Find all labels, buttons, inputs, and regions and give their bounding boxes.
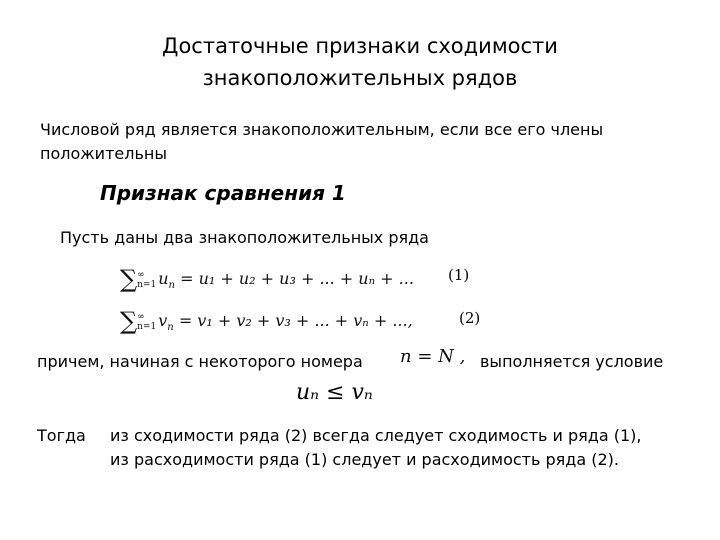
- series-expansion: = v₁ + v₂ + v₃ + ... + vₙ + ...,: [178, 311, 413, 330]
- series-1-label: (1): [448, 266, 470, 284]
- criterion-heading: Признак сравнения 1: [100, 181, 346, 205]
- sum-sign: ∑: [120, 307, 138, 335]
- sum-sign: ∑: [120, 265, 138, 293]
- slide-title-line-2: знакоположительных рядов: [202, 66, 518, 90]
- series-2-label: (2): [459, 309, 481, 327]
- series-expansion: = u₁ + u₂ + u₃ + ... + uₙ + ...: [180, 269, 414, 288]
- sum-limits: [137, 270, 156, 290]
- slide-title-line-1: Достаточные признаки сходимости: [162, 34, 558, 58]
- sum-upper-limit: ∞: [137, 311, 145, 322]
- condition-prefix: причем, начиная с некоторого номера: [37, 352, 363, 371]
- definition-line-2: положительны: [40, 144, 167, 163]
- condition-suffix: выполняется условие: [480, 352, 664, 371]
- definition-line-1: Числовой ряд является знакоположительным, если все его члены: [40, 120, 604, 139]
- sum-limits: [137, 312, 156, 332]
- inequality: uₙ ≤ vₙ: [296, 380, 373, 405]
- general-term: v: [158, 311, 168, 330]
- conclusion-line-2: из расходимости ряда (1) следует и расходимость ряда (2).: [110, 450, 619, 469]
- sum-lower-limit: n=1: [137, 279, 157, 290]
- sum-lower-limit: n=1: [137, 321, 157, 332]
- series-2-formula: ∑ ∞ n=1 $v_n = v_1 + v_2 + v_3$ + ... + vₙ + ...,: [120, 307, 413, 335]
- given-text: Пусть даны два знакоположительных ряда: [60, 228, 429, 247]
- sum-upper-limit: ∞: [137, 269, 145, 280]
- condition-index: n = N ,: [400, 346, 466, 367]
- series-1-formula: ∑ ∞ n=1 $u_n = u_1 + u_2 + u_3$ + ... + uₙ + ...: [120, 265, 414, 293]
- general-term: u: [158, 269, 169, 288]
- conclusion-line-1: из сходимости ряда (2) всегда следует сходимость и ряда (1),: [110, 426, 642, 445]
- then-word: Тогда: [37, 426, 86, 445]
